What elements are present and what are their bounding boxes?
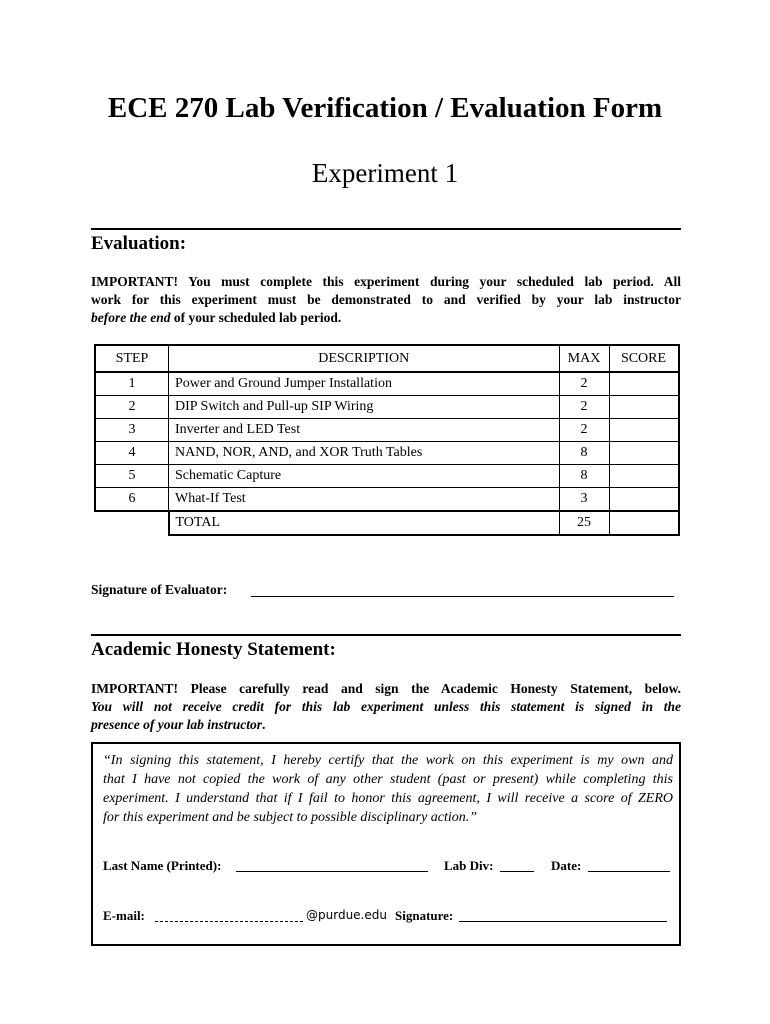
description-cell: NAND, NOR, AND, and XOR Truth Tables [169,442,560,465]
description-cell: Power and Ground Jumper Installation [169,372,560,396]
honesty-heading: Academic Honesty Statement: [91,639,336,660]
evaluation-important-text [91,273,681,327]
description-cell: DIP Switch and Pull-up SIP Wiring [169,396,560,419]
date-label: Date: [551,858,582,873]
honesty-important-line-3-end: . [262,717,266,732]
student-signature-field[interactable] [459,921,667,922]
honesty-important-line-3 [91,716,681,734]
max-cell: 2 [559,396,609,419]
max-column-header: MAX [559,345,609,372]
step-cell: 3 [95,419,169,442]
step-cell: 6 [95,488,169,512]
page-subtitle: Experiment 1 [311,158,459,188]
step-cell: 4 [95,442,169,465]
score-cell[interactable] [609,419,679,442]
max-cell: 3 [559,488,609,512]
max-cell: 8 [559,465,609,488]
last-name-label: Last Name (Printed): [103,858,222,873]
lab-div-label: Lab Div: [444,858,494,873]
score-cell[interactable] [609,465,679,488]
date-field[interactable] [588,871,670,872]
max-cell: 8 [559,442,609,465]
description-cell: Inverter and LED Test [169,419,560,442]
score-cell[interactable] [609,396,679,419]
signature-label: Signature: [395,908,454,923]
step-cell: 1 [95,372,169,396]
email-label: E-mail: [103,908,145,923]
table-row [95,488,679,512]
statement-line-1: “In signing this statement, I hereby certify that the work on this experiment is my own and [103,753,673,768]
table-row [95,465,679,488]
statement-line-3: experiment. I understand that if I fail to honor this agreement, I will receive a score of ZERO [103,791,673,806]
evaluation-table [94,344,680,536]
lab-div-field[interactable] [500,871,534,872]
evaluation-important-line-3-rest: of your scheduled lab period. [170,310,342,325]
table-row [95,442,679,465]
step-cell: 5 [95,465,169,488]
section-divider [91,634,681,636]
evaluator-signature-field[interactable] [251,596,674,597]
total-score-cell[interactable] [609,511,679,535]
score-cell[interactable] [609,442,679,465]
honesty-important-line-2: You will not receive credit for this lab experiment unless this statement is signed in the [91,699,681,714]
evaluation-important-line-2: work for this experiment must be demonstrated to and verified by your lab instructor [91,292,681,307]
statement-line-2: that I have not copied the work of any other student (past or present) while completing this [103,772,673,787]
email-field[interactable] [155,921,303,922]
statement-line-4: for this experiment and be subject to possible disciplinary action.” [103,810,478,825]
score-cell[interactable] [609,488,679,512]
section-divider [91,228,681,230]
last-name-field[interactable] [236,871,428,872]
page-title: ECE 270 Lab Verification / Evaluation Form [107,92,663,124]
honesty-important-line-1: IMPORTANT! Please carefully read and sign the Academic Honesty Statement, below. [91,681,681,696]
evaluation-important-line-3 [91,309,681,327]
description-column-header: DESCRIPTION [169,345,560,372]
max-cell: 2 [559,419,609,442]
evaluation-important-line-1: IMPORTANT! You must complete this experiment during your scheduled lab period. All [91,274,681,289]
table-total-row [95,511,679,535]
email-domain: @purdue.edu [306,908,387,922]
table-row [95,396,679,419]
description-cell: Schematic Capture [169,465,560,488]
score-column-header: SCORE [609,345,679,372]
step-cell: 2 [95,396,169,419]
description-cell: What-If Test [169,488,560,512]
table-row [95,372,679,396]
total-spacer-cell [95,511,169,535]
honesty-important-text [91,680,681,734]
score-cell[interactable] [609,372,679,396]
emphasis-text: before the end [91,310,171,325]
table-header-row [95,345,679,372]
max-cell: 2 [559,372,609,396]
honesty-statement-text [103,751,673,827]
evaluator-signature-label: Signature of Evaluator: [91,582,228,597]
total-label-cell: TOTAL [169,511,560,535]
step-column-header: STEP [95,345,169,372]
table-row [95,419,679,442]
evaluation-heading: Evaluation: [91,233,187,254]
total-max-cell: 25 [559,511,609,535]
emphasis-text: presence of your lab instructor [91,717,263,732]
